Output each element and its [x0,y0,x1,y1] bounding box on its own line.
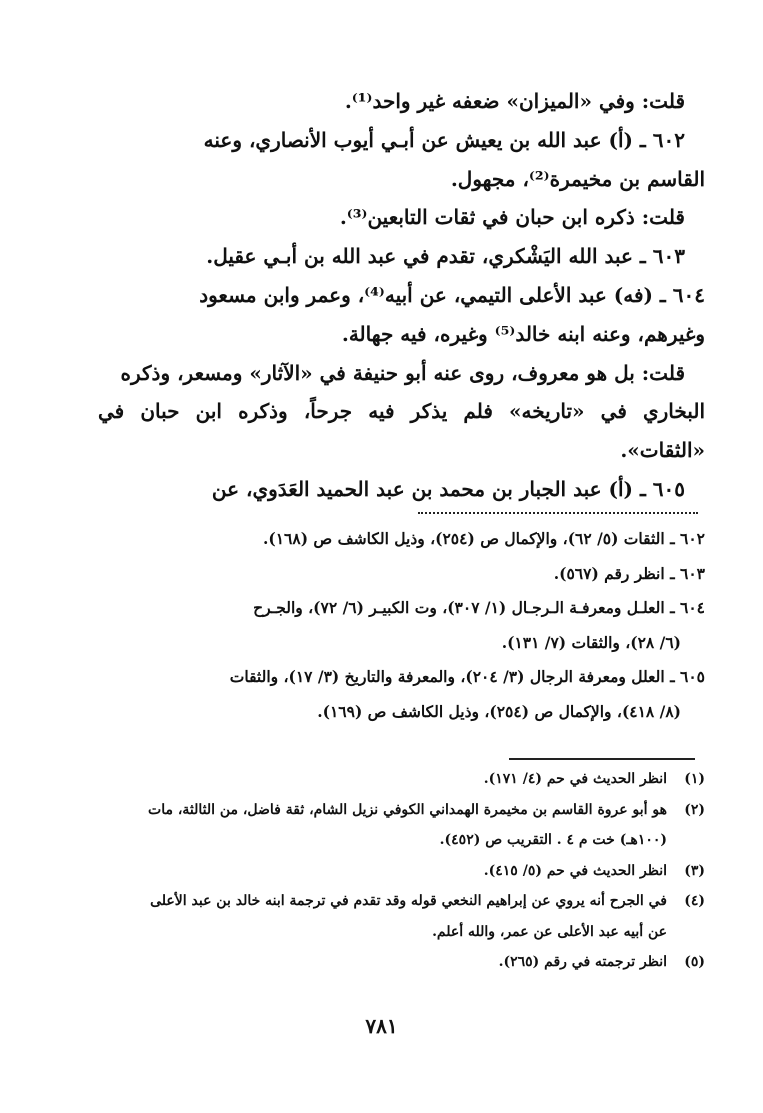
footnote-line: هو أبو عروة القاسم بن مخيمرة الهمداني الكوفي نزيل الشام، ثقة فاضل، من الثالثة، مات [148,801,667,818]
reference-605-cont: (٨/ ٤١٨)، والإكمال ص (٢٥٤)، وذيل الكاشف ص (١٦٩). [317,701,681,721]
footnote-number: (١) [684,771,705,787]
footnote-text: انظر الحديث في حم (٤/ ١٧١). [483,771,667,787]
text-line: قلت: وفي «الميزان» ضعفه غير واحد⁽¹⁾. [344,89,685,113]
footnote-5 [100,947,705,978]
footnote-number: (٤) [684,893,705,909]
footnote-1 [100,764,705,795]
reference-604: ٦٠٤ ـ العلـل ومعرفـة الـرجـال (١/ ٣٠٧)، وت الكبيـر (٦/ ٧٢)، والجـرح [253,598,705,617]
footnote-text [100,886,667,947]
page-number: ٧٨١ [365,1014,398,1038]
footnote-text: انظر ترجمته في رقم (٢٦٥). [498,954,667,970]
reference-602: ٦٠٢ ـ الثقات (٥/ ٦٢)، والإكمال ص (٢٥٤)، وذيل الكاشف ص (١٦٨). [262,529,705,548]
footnote-number: (٣) [684,862,705,879]
footnote-line: (١٠٠هـ) خت م ٤ . التقريب ص (٤٥٢). [439,832,667,848]
footnote-number: (٥) [684,954,705,970]
footnote-3 [100,856,705,887]
reference-603: ٦٠٣ ـ انظر رقم (٥٦٧). [553,563,705,583]
footnote-number: (٢) [684,801,705,818]
text-line: قلت: بل هو معروف، روى عنه أبو حنيفة في «الآثار» ومسعر، وذكره [120,360,685,385]
entry-603: ٦٠٣ ـ عبد الله اليَشْكري، تقدم في عبد الله بن أبـي عقيل. [206,244,685,269]
dotted-separator [418,498,698,514]
footnote-line: في الجرح أنه يروي عن إبراهيم النخعي قوله وقد تقدم في ترجمة ابنه خالد بن عبد الأعلى [150,893,667,909]
footnote-2 [100,795,705,856]
text-line: قلت: ذكره ابن حبان في ثقات التابعين⁽³⁾. [339,205,685,230]
entry-602: ٦٠٢ ـ (أ) عبد الله بن يعيش عن أبـي أيوب الأنصاري، وعنه [203,127,685,152]
footnote-rule [509,758,695,760]
footnote-text [100,795,667,856]
reference-605: ٦٠٥ ـ العلل ومعرفة الرجال (٣/ ٢٠٤)، والمعرفة والتاريخ (٣/ ١٧)، والثقات [229,667,705,686]
reference-604-cont: (٦/ ٢٨)، والثقات (٧/ ١٣١). [501,632,681,652]
footnote-text: انظر الحديث في حم (٥/ ٤١٥). [483,862,667,879]
text-line: وغيرهم، وعنه ابنه خالد⁽⁵⁾ وغيره، فيه جهالة. [341,321,705,346]
text-line: القاسم بن مخيمرة⁽²⁾، مجهول. [450,166,705,191]
entry-604: ٦٠٤ ـ (فه) عبد الأعلى التيمي، عن أبيه⁽⁴⁾، وعمر وابن مسعود [199,282,705,307]
text-line: البخاري في «تاريخه» فلم يذكر فيه جرحاً، وذكره ابن حبان في «الثقات». [98,399,705,463]
references-section [98,522,705,729]
main-text [98,82,705,509]
entry-605: ٦٠٥ ـ (أ) عبد الجبار بن محمد بن عبد الحميد العَدَوي، عن [211,476,685,501]
footnote-line: عن أبيه عبد الأعلى عن عمر، والله أعلم. [432,923,667,940]
footnotes-section [100,764,705,978]
footnote-4 [100,886,705,947]
